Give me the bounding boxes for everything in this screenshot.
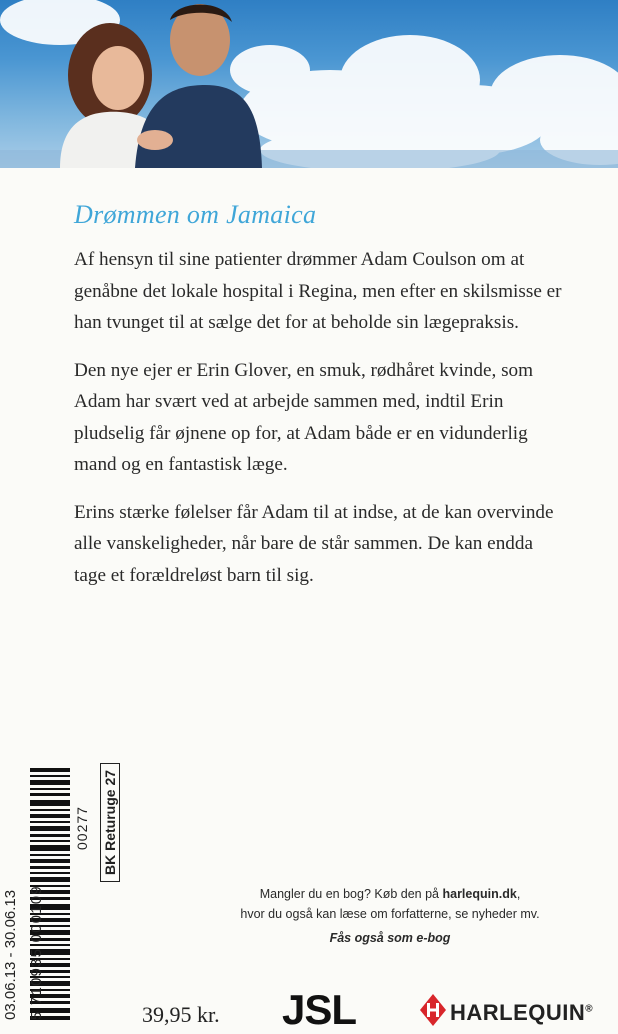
blurb-paragraph: Erins stærke følelser får Adam til at indse, at de kan overvinde alle vanskeligheder, når bare de står sammen. De kan endda tage et forældreløst barn til sig. [74, 501, 554, 586]
blurb-paragraph: Af hensyn til sine patienter drømmer Adam Coulson om at genåbne det lokale hospital i Regina, men efter en skilsmisse er han tvunget til at sælge det for at beholde sin lægepraksis. [74, 249, 562, 333]
book-title: Drømmen om Jamaica [74, 200, 317, 229]
book-blurb [74, 244, 564, 607]
store-note-comma: , [516, 887, 521, 901]
store-note [190, 884, 590, 924]
blurb-paragraph: Den nye ejer er Erin Glover, en smuk, rødhåret kvinde, som Adam har svært ved at arbejde sammen med, indtil Erin pludselig får øjnene op for, at Adam både er en vidunderlig mand og en fantastisk læge. [74, 359, 534, 475]
publisher-logo: JSL [282, 986, 357, 1033]
couple-sky-illustration [0, 0, 618, 168]
registered-mark: ® [585, 1003, 594, 1015]
harlequin-wordmark [450, 1000, 593, 1026]
return-week-label: BK Returuge 27 [100, 763, 120, 882]
store-link[interactable]: harlequin.dk [442, 887, 517, 901]
ebook-note: Fås også som e-bog [329, 931, 451, 945]
harlequin-diamond-icon [420, 994, 446, 1026]
store-note-text: Mangler du en bog? Køb den på [259, 887, 443, 901]
barcode-number: 5 710935 000109 [28, 885, 45, 1020]
cover-photo [0, 0, 618, 168]
barcode-dates: 03.06.13 - 30.06.13 [2, 889, 19, 1020]
barcode-issue: 00277 [74, 806, 90, 850]
harlequin-name: HARLEQUIN [450, 1000, 586, 1025]
store-note-line2: hvor du også kan læse om forfatterne, se nyheder mv. [240, 907, 540, 921]
price: 39,95 kr. [142, 1002, 220, 1027]
